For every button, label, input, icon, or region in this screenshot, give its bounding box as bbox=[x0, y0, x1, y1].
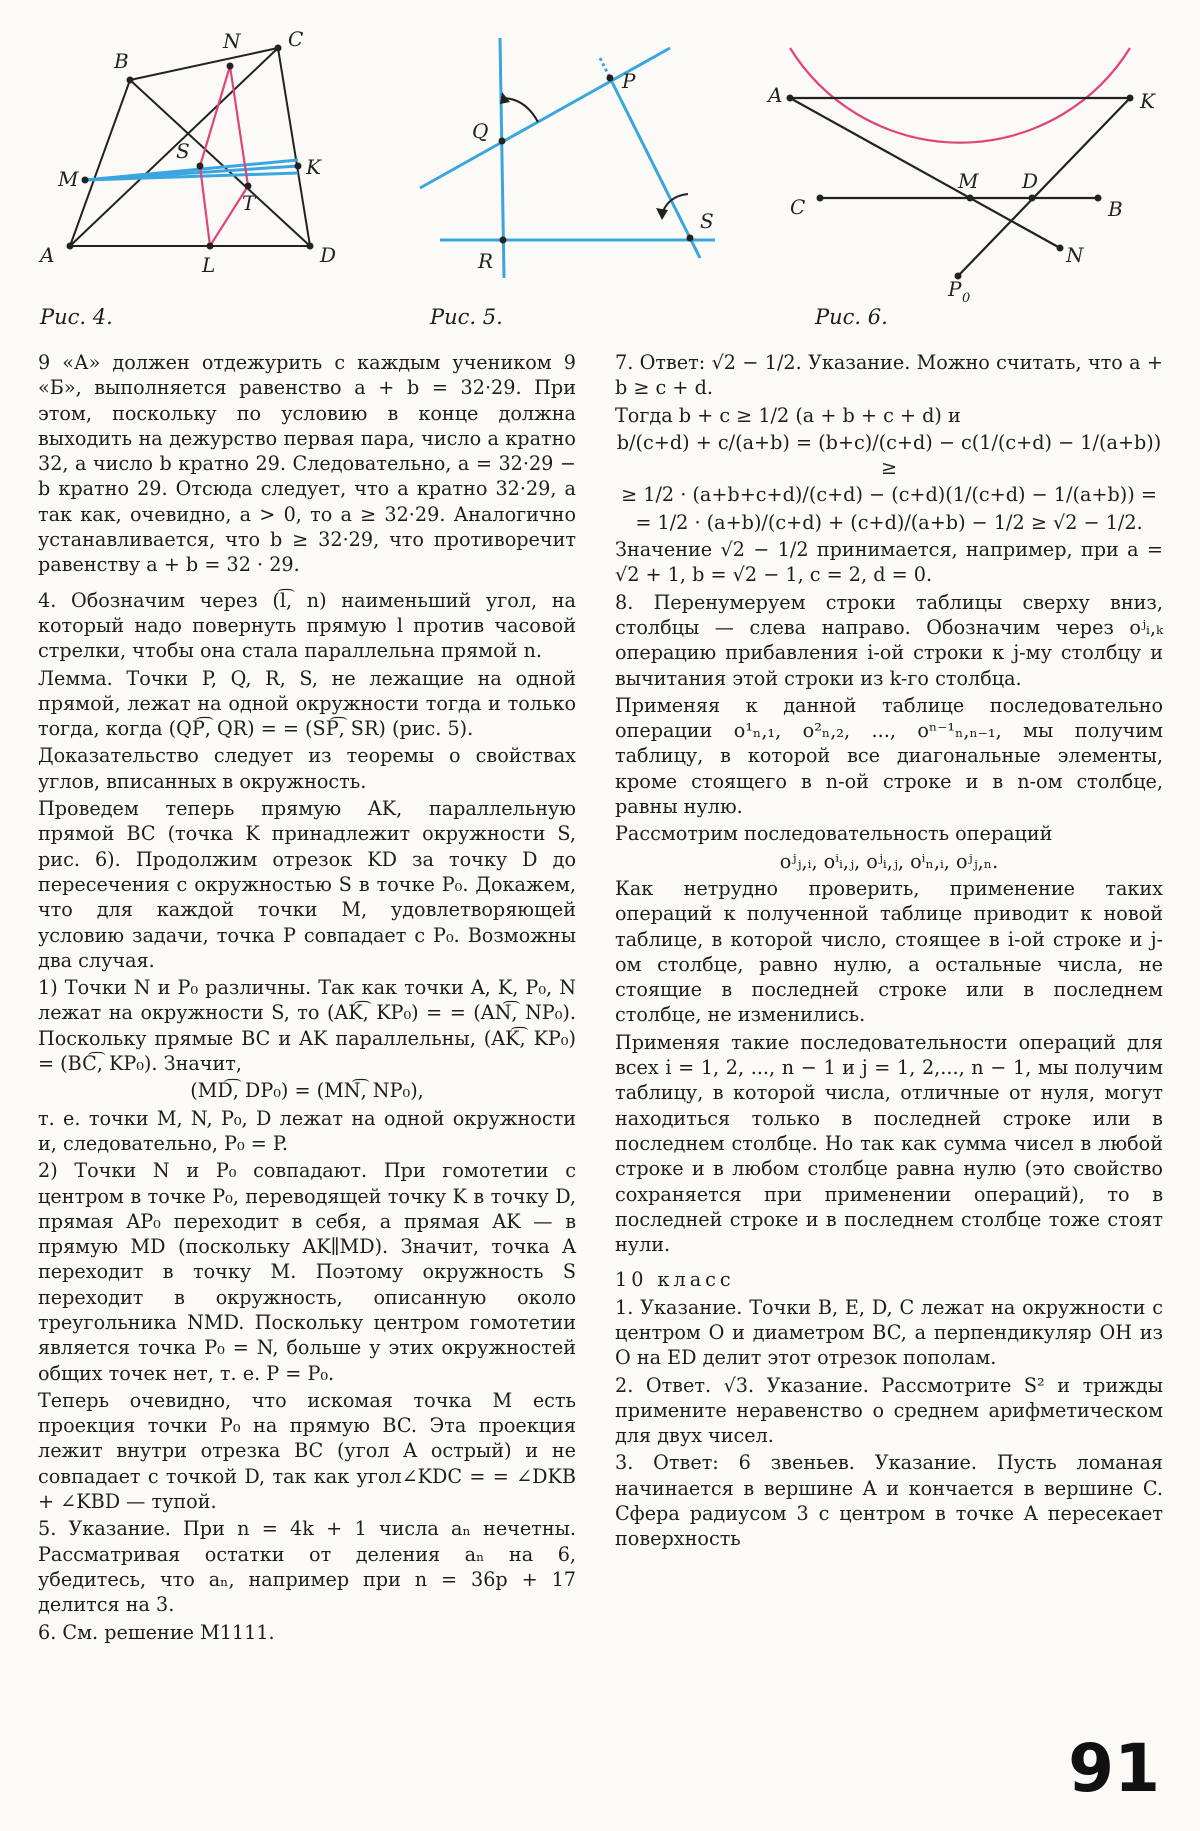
fig4-label-D: D bbox=[320, 243, 337, 267]
figure-6 bbox=[760, 18, 1180, 303]
right-para-value: Значение √2 − 1/2 принимается, например, при a = √2 + 1, b = √2 − 1, c = 2, d = 0. bbox=[615, 538, 1163, 587]
right-operations: oʲⱼ,ᵢ, oⁱᵢ,ⱼ, oʲᵢ,ⱼ, oⁱₙ,ᵢ, oʲⱼ,ₙ. bbox=[779, 849, 999, 873]
left-para-5: т. е. точки M, N, P₀, D лежат на одной окружности и, следовательно, P₀ = P. bbox=[38, 1106, 576, 1155]
fig5-label-R: R bbox=[478, 249, 494, 273]
fig4-label-B: B bbox=[114, 49, 129, 73]
right-para-10-2: 2. Ответ. √3. Указание. Рассмотрите S² и трижды примените неравенство о среднем арифметическом для двух чисел. bbox=[615, 1373, 1163, 1448]
fig4-label-M: M bbox=[58, 167, 79, 191]
right-para-then: Тогда b + c ≥ 1/2 (a + b + c + d) и bbox=[615, 403, 961, 427]
figure-4 bbox=[30, 18, 370, 278]
left-para-6: Теперь очевидно, что искомая точка M есть проекция точки P₀ на прямую BC. Эта проекция лежит внутри отрезка BC (угол A острый) и не совпадает с точкой D, так как угол∠KDC = = ∠DKB + ∠KBD — тупой. bbox=[38, 1388, 576, 1514]
right-para-10-1: 1. Указание. Точки B, E, D, C лежат на окружности с центром O и диаметром BC, а перпендикуляр OH из O на ED делит этот отрезок пополам. bbox=[615, 1295, 1163, 1370]
left-equation: (MD͡, DP₀) = (MN͡, NP₀), bbox=[190, 1079, 424, 1103]
left-para-case2: 2) Точки N и P₀ совпадают. При гомотетии с центром в точке P₀, переводящей точку K в точку D, прямая AP₀ переходит в себя, а прямая AK — в прямую MD (поскольку AK∥MD). Значит, точка A переходит в точку M. Поэтому окружность S переходит в окружность, описанную около треугольника NMD. Поскольку центром гомотетии является точка P₀ = N, больше у этих окружностей общих точек нет, т. е. P = P₀. bbox=[38, 1159, 576, 1385]
section-heading-10-class: 10 класс bbox=[615, 1268, 735, 1292]
fig4-label-T: T bbox=[242, 191, 256, 215]
fig6-label-M: M bbox=[958, 169, 979, 193]
figure-6-caption: Рис. 6. bbox=[815, 305, 888, 329]
right-para-apply: Применяя к данной таблице последовательно операции o¹ₙ,₁, o²ₙ,₂, ..., oⁿ⁻¹ₙ,ₙ₋₁, мы получим таблицу, в которой все диагональные элементы, кроме стоящего в n-ой строке и в n-ом столбце, равны нулю. bbox=[615, 693, 1163, 819]
fig5-label-S: S bbox=[700, 209, 714, 233]
fig6-label-A: A bbox=[768, 83, 783, 107]
page-number: 91 bbox=[1068, 1730, 1160, 1807]
left-para-problem5: 5. Указание. При n = 4k + 1 числа aₙ нечетны. Рассматривая остатки от деления aₙ на 6, убедитесь, что aₙ, например при n = 36p + 17 делится на 3. bbox=[38, 1517, 576, 1617]
right-para-check: Как нетрудно проверить, применение таких операций к полученной таблице приводит к новой таблице, в которой число, стоящее в i-ой строке и j-ом столбце, равно нулю, а остальные числа, не стоящие в последней строке или в последнем столбце, не изменились. bbox=[615, 876, 1163, 1027]
fig4-label-K: K bbox=[306, 155, 321, 179]
right-para-consider: Рассмотрим последовательность операций bbox=[615, 822, 1053, 846]
left-para-4: Проведем теперь прямую AK, параллельную прямой BC (точка K принадлежит окружности S, рис. 6). Продолжим отрезок KD за точку D до пересечения с окружностью S в точке P₀. Докажем, что для каждой точки M, удовлетворяющей условию задачи, точка P совпадает с P₀. Возможны два случая. bbox=[38, 797, 576, 972]
fig4-label-A: A bbox=[40, 243, 55, 267]
right-para-problem7: 7. Ответ: √2 − 1/2. Указание. Можно считать, что a + b ≥ c + d. bbox=[615, 351, 1163, 400]
right-para-10-3: 3. Ответ: 6 звеньев. Указание. Пусть ломаная начинается в вершине A и кончается в вершине C. Сфера радиусом 3 с центром в точке A пересекает поверхность bbox=[615, 1451, 1163, 1551]
fig6-label-C: C bbox=[790, 195, 806, 219]
left-para-problem6: 6. См. решение М1111. bbox=[38, 1620, 275, 1644]
left-para-1: 9 «А» должен отдежурить с каждым учеником 9 «Б», выполняется равенство a + b = 32·29. При этом, поскольку по условию в конце должна выходить на дежурство первая пара, число a кратно 32, а число b кратно 29. Следовательно, a = 32·29 − b кратно 29. Отсюда следует, что a кратно 32·29, а так как, очевидно, a > 0, то a ≥ 32·29. Аналогично устанавливается, что b ≥ 32·29, что противоречит равенству a + b = 32 · 29. bbox=[38, 351, 576, 577]
fig5-label-P: P bbox=[622, 69, 636, 93]
fig6-label-B: B bbox=[1108, 197, 1123, 221]
right-column bbox=[615, 350, 1163, 1554]
right-para-problem8: 8. Перенумеруем строки таблицы сверху вниз, столбцы — слева направо. Обозначим через oʲᵢ,ₖ операцию прибавления i-ой строки к j-му столбцу и вычитания этой строки из k-го столбца. bbox=[615, 590, 1163, 690]
figure-5-caption: Рис. 5. bbox=[430, 305, 503, 329]
left-para-case1: 1) Точки N и P₀ различны. Так как точки A, K, P₀, N лежат на окружности S, то (AK͡, KP₀) = = (AN͡, NP₀). Поскольку прямые BC и AK параллельны, (AK͡, KP₀) = (BC͡, KP₀). Значит, bbox=[38, 976, 576, 1076]
left-column bbox=[38, 350, 576, 1647]
right-formula-2: ≥ 1/2 · (a+b+c+d)/(c+d) − (c+d)(1/(c+d) − 1/(a+b)) = bbox=[621, 483, 1157, 507]
figure-5 bbox=[400, 18, 730, 278]
left-para-lemma: Лемма. Точки P, Q, R, S, не лежащие на одной прямой, лежат на одной окружности тогда и только тогда, когда (QP͡, QR) = = (SP͡, SR) (рис. 5). bbox=[38, 666, 576, 741]
fig6-label-K: K bbox=[1140, 89, 1155, 113]
left-para-2: 4. Обозначим через (l͡, n) наименьший угол, на который надо повернуть прямую l против часовой стрелки, чтобы она стала параллельна прямой n. bbox=[38, 588, 576, 663]
fig5-label-Q: Q bbox=[472, 119, 489, 143]
fig6-label-P0: P bbox=[948, 277, 962, 301]
right-formula-3: = 1/2 · (a+b)/(c+d) + (c+d)/(a+b) − 1/2 ≥ √2 − 1/2. bbox=[635, 510, 1143, 534]
fig6-label-P0-sub: 0 bbox=[962, 291, 971, 303]
fig6-label-D: D bbox=[1022, 169, 1039, 193]
fig4-label-L: L bbox=[202, 253, 216, 277]
fig4-label-N: N bbox=[223, 29, 241, 53]
fig6-label-N: N bbox=[1066, 243, 1084, 267]
left-para-3: Доказательство следует из теоремы о свойствах углов, вписанных в окружность. bbox=[38, 744, 576, 793]
right-formula-1: b/(c+d) + c/(a+b) = (b+c)/(c+d) − c(1/(c+d) − 1/(a+b)) ≥ bbox=[616, 430, 1162, 480]
right-para-apply2: Применяя такие последовательности операций для всех i = 1, 2, ..., n − 1 и j = 1, 2,..., n − 1, мы получим таблицу, в которой числа, отличные от нуля, могут находиться только в последней строке или в последнем столбце. Но так как сумма чисел в любой строке и в любом столбце равна нулю (это свойство сохраняется при применении операций), то в последней строке и в последнем столбце тоже стоят нули. bbox=[615, 1030, 1163, 1257]
fig4-label-S: S bbox=[176, 139, 190, 163]
fig4-label-C: C bbox=[288, 27, 304, 51]
figure-4-caption: Рис. 4. bbox=[40, 305, 113, 329]
